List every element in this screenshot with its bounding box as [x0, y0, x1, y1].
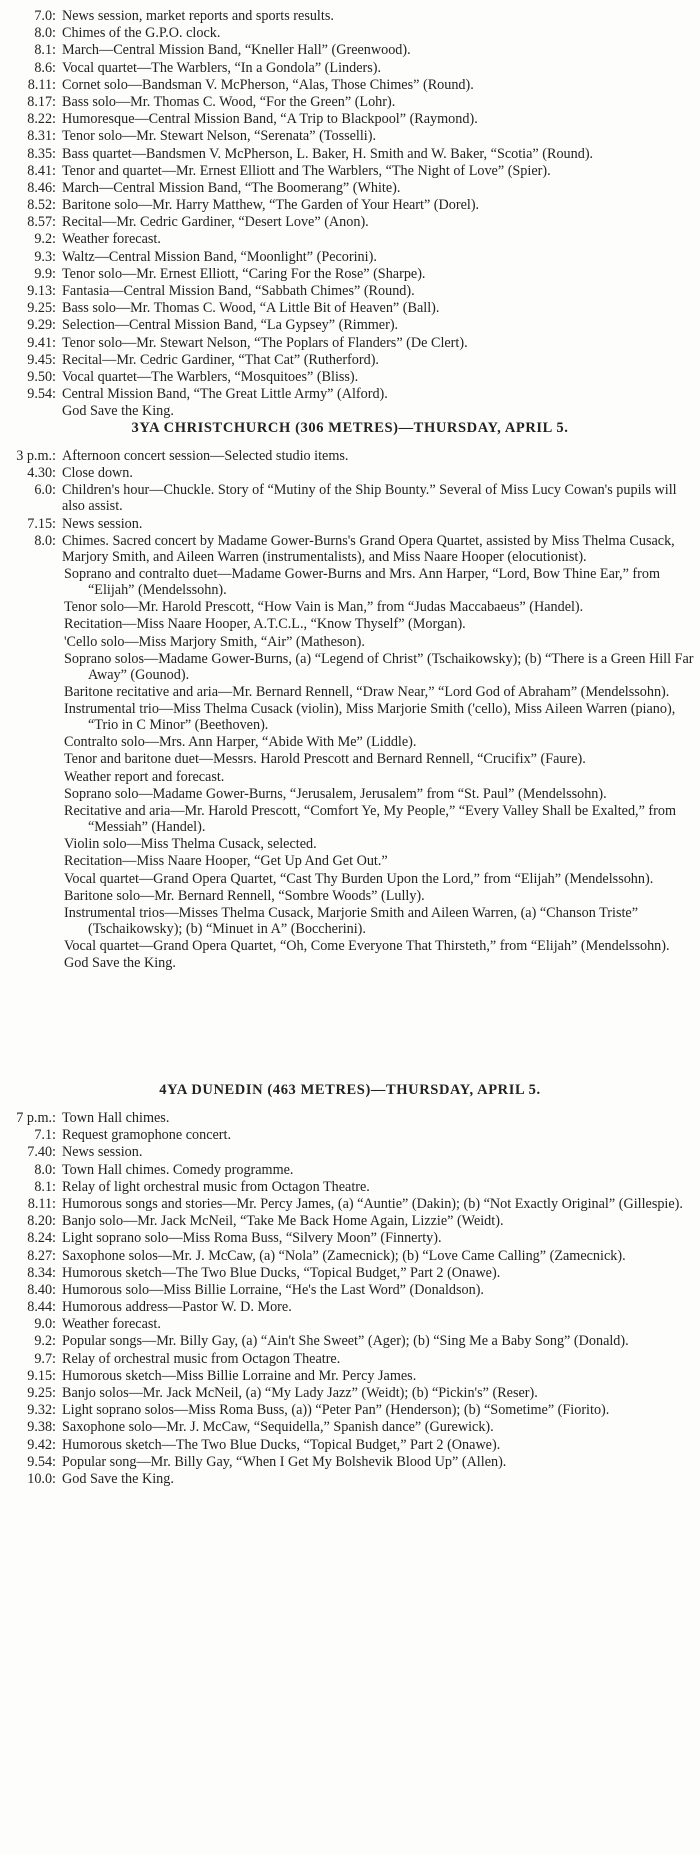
entry-text: Humorous sketch—The Two Blue Ducks, “Topical Budget,” Part 2 (Onawe). — [62, 1436, 501, 1453]
section-heading-dunedin: 4YA DUNEDIN (463 METRES)—THURSDAY, APRIL 5. — [159, 1082, 541, 1098]
programme-entry — [4, 1162, 694, 1178]
entry-text: Tenor solo—Mr. Stewart Nelson, “Serenata” (Tosselli). — [62, 128, 376, 145]
entry-time: 9.13: — [27, 283, 56, 299]
programme-entry — [4, 1454, 694, 1470]
entry-time: 8.1: — [34, 1178, 56, 1195]
entry-time: 9.25: — [27, 300, 56, 317]
entry-text: News session. — [62, 1144, 143, 1161]
entry-text: Fantasia—Central Mission Band, “Sabbath Chimes” (Round). — [62, 283, 415, 299]
programme-entry — [4, 533, 694, 565]
entry-text: Chimes. Sacred concert by Madame Gower-Burns's Grand Opera Quartet, assisted by Miss Thelma Cusack, Marjory Smith, and Aileen Warren (instrumentalists), and Miss Naare Hooper (elocutionist). — [62, 532, 675, 565]
entry-text: March—Central Mission Band, “Kneller Hall” (Greenwood). — [62, 42, 411, 59]
entry-time: 8.46: — [27, 179, 56, 196]
entry-text: Baritone solo—Mr. Harry Matthew, “The Garden of Your Heart” (Dorel). — [62, 197, 480, 214]
programme-item: 'Cello solo—Miss Marjory Smith, “Air” (Matheson). — [64, 633, 365, 650]
entry-text: Tenor solo—Mr. Ernest Elliott, “Caring For the Rose” (Sharpe). — [62, 265, 426, 282]
programme-item: Instrumental trio—Miss Thelma Cusack (violin), Miss Marjorie Smith ('cello), Miss Aileen Warren (piano), “Trio in C Minor” (Beethoven). — [64, 701, 676, 734]
entry-time: 10.0: — [27, 1470, 56, 1487]
programme-entry — [4, 214, 694, 230]
entry-time: 8.44: — [27, 1299, 56, 1316]
entry-text: Relay of light orchestral music from Octagon Theatre. — [62, 1178, 370, 1195]
programme-entry — [4, 1196, 694, 1212]
programme-entry — [4, 163, 694, 179]
entry-time: 4.30: — [27, 465, 56, 482]
programme-entry — [4, 1299, 694, 1315]
programme-entry — [4, 1471, 694, 1487]
entry-time: 8.0: — [34, 1161, 56, 1178]
programme-entry — [4, 1316, 694, 1332]
entry-text: Humorous songs and stories—Mr. Percy James, (a) “Auntie” (Dakin); (b) “Not Exactly Original” (Gillespie). — [62, 1195, 683, 1212]
entry-time: 9.32: — [27, 1402, 56, 1419]
entry-time: 8.27: — [27, 1247, 56, 1264]
programme-entry — [4, 1333, 694, 1349]
programme-item: Vocal quartet—Grand Opera Quartet, “Cast Thy Burden Upon the Lord,” from “Elijah” (Mendelssohn). — [64, 870, 654, 887]
entry-text: Humoresque—Central Mission Band, “A Trip to Blackpool” (Raymond). — [62, 111, 478, 128]
programme-entry — [4, 1265, 694, 1281]
entry-text: Town Hall chimes. — [62, 1110, 170, 1126]
programme-item: Contralto solo—Mrs. Ann Harper, “Abide With Me” (Liddle). — [64, 734, 417, 751]
programme-entry — [4, 94, 694, 110]
programme-entry — [4, 1144, 694, 1160]
entry-time: 9.38: — [27, 1419, 56, 1436]
entry-time: 9.15: — [27, 1367, 56, 1384]
entry-text: Weather forecast. — [62, 231, 161, 248]
programme-entry — [4, 516, 694, 532]
programme-entry — [4, 1402, 694, 1418]
entry-time: 8.22: — [27, 111, 56, 128]
programme-entry — [4, 146, 694, 162]
programme-entry — [4, 1127, 694, 1143]
entry-time: 8.57: — [27, 214, 56, 231]
programme-entry — [4, 1437, 694, 1453]
entry-text: God Save the King. — [62, 403, 174, 420]
programme-entry — [4, 111, 694, 127]
entry-time: 7.15: — [27, 515, 56, 532]
entry-text: Bass quartet—Bandsmen V. McPherson, L. Baker, H. Smith and W. Baker, “Scotia” (Round). — [62, 145, 594, 162]
entry-text: News session. — [62, 515, 143, 532]
entry-time: 7.0: — [34, 8, 56, 24]
programme-entry — [4, 300, 694, 316]
programme-entry — [4, 77, 694, 93]
entry-text: Light soprano solos—Miss Roma Buss, (a)) “Peter Pan” (Henderson); (b) “Sometime” (Fiorito). — [62, 1402, 610, 1419]
programme-entry — [4, 1110, 694, 1126]
entry-time: 8.11: — [27, 1195, 56, 1212]
entry-text: Cornet solo—Bandsman V. McPherson, “Alas, Those Chimes” (Round). — [62, 76, 474, 93]
entry-time: 8.24: — [27, 1230, 56, 1247]
programme-item: God Save the King. — [64, 955, 176, 972]
entry-text: Bass solo—Mr. Thomas C. Wood, “A Little Bit of Heaven” (Ball). — [62, 300, 440, 317]
entry-text: Recital—Mr. Cedric Gardiner, “That Cat” (Rutherford). — [62, 351, 379, 368]
section-christchurch — [4, 448, 694, 973]
programme-item: Baritone solo—Mr. Bernard Rennell, “Sombre Woods” (Lully). — [64, 887, 425, 904]
entry-time: 9.29: — [27, 317, 56, 334]
entry-text: March—Central Mission Band, “The Boomerang” (White). — [62, 179, 401, 196]
programme-entry — [4, 369, 694, 385]
section-wellington-continued — [4, 8, 694, 421]
entry-time: 8.31: — [27, 128, 56, 145]
entry-text: Banjo solos—Mr. Jack McNeil, (a) “My Lady Jazz” (Weidt); (b) “Pickin's” (Reser). — [62, 1385, 538, 1401]
entry-text: Popular songs—Mr. Billy Gay, (a) “Ain't She Sweet” (Ager); (b) “Sing Me a Baby Song” (Donald). — [62, 1333, 629, 1350]
entry-time: 7.40: — [27, 1144, 56, 1161]
entry-text: Close down. — [62, 465, 133, 482]
entry-time: 9.7: — [34, 1350, 56, 1367]
programme-entry — [4, 1248, 694, 1264]
programme-entry — [4, 335, 694, 351]
programme-item: Instrumental trios—Misses Thelma Cusack, Marjorie Smith and Aileen Warren, (a) “Chanson Triste” (Tschaikowsky); (b) “Minuet in A” (Boccherini). — [64, 904, 639, 937]
entry-time: 8.52: — [27, 197, 56, 214]
programme-entry — [4, 352, 694, 368]
programme-item: Vocal quartet—Grand Opera Quartet, “Oh, Come Everyone That Thirsteth,” from “Elijah” (Mendelssohn). — [64, 938, 670, 955]
programme-entry — [4, 249, 694, 265]
entry-text: Chimes of the G.P.O. clock. — [62, 25, 221, 42]
entry-text: Humorous sketch—The Two Blue Ducks, “Topical Budget,” Part 2 (Onawe). — [62, 1264, 501, 1281]
entry-text: Relay of orchestral music from Octagon Theatre. — [62, 1350, 341, 1367]
entry-text: Humorous address—Pastor W. D. More. — [62, 1299, 292, 1316]
entry-time: 8.35: — [27, 145, 56, 162]
programme-entry — [4, 1368, 694, 1384]
entry-time: 3 p.m.: — [16, 448, 56, 464]
entry-text: Vocal quartet—The Warblers, “In a Gondola” (Linders). — [62, 59, 382, 76]
entry-text: Bass solo—Mr. Thomas C. Wood, “For the Green” (Lohr). — [62, 93, 396, 110]
entry-time: 8.0: — [34, 25, 56, 42]
programme-item: Baritone recitative and aria—Mr. Bernard Rennell, “Draw Near,” “Lord God of Abraham” (Mendelssohn). — [64, 683, 670, 700]
programme-item: Recitation—Miss Naare Hooper, “Get Up And Get Out.” — [64, 853, 388, 870]
programme-entry — [4, 1282, 694, 1298]
programme-entry — [4, 1351, 694, 1367]
entry-time: 9.25: — [27, 1385, 56, 1401]
programme-item: Violin solo—Miss Thelma Cusack, selected. — [64, 836, 317, 853]
entry-time: 9.45: — [27, 351, 56, 368]
programme-entry — [4, 1213, 694, 1229]
programme-entry — [4, 266, 694, 282]
entry-text: Weather forecast. — [62, 1316, 161, 1333]
section-heading-christchurch: 3YA CHRISTCHURCH (306 METRES)—THURSDAY, APRIL 5. — [131, 420, 569, 436]
entry-time: 8.0: — [34, 532, 56, 549]
programme-entry — [4, 403, 694, 419]
programme-entry — [4, 386, 694, 402]
entry-text: Request gramophone concert. — [62, 1127, 232, 1144]
programme-entry — [4, 1419, 694, 1435]
entry-time: 9.2: — [34, 231, 56, 248]
programme-entry — [4, 465, 694, 481]
entry-time: 8.1: — [34, 42, 56, 59]
entry-time: 9.41: — [27, 334, 56, 351]
programme-entry — [4, 482, 694, 514]
programme-entry — [4, 128, 694, 144]
entry-text: God Save the King. — [62, 1470, 174, 1487]
entry-text: Tenor solo—Mr. Stewart Nelson, “The Poplars of Flanders” (De Clert). — [62, 334, 468, 351]
entry-time: 8.41: — [27, 162, 56, 179]
entry-text: Central Mission Band, “The Great Little Army” (Alford). — [62, 386, 388, 403]
entry-text: Saxophone solos—Mr. J. McCaw, (a) “Nola” (Zamecnick); (b) “Love Came Calling” (Zamecnick). — [62, 1247, 626, 1264]
entry-time: 8.34: — [27, 1264, 56, 1281]
entry-time: 8.40: — [27, 1281, 56, 1298]
entry-time: 9.0: — [34, 1316, 56, 1333]
programme-item: Tenor solo—Mr. Harold Prescott, “How Vain is Man,” from “Judas Maccabaeus” (Handel). — [64, 599, 584, 616]
entry-time: 7 p.m.: — [16, 1110, 56, 1126]
entry-time: 9.2: — [34, 1333, 56, 1350]
entry-text: Saxophone solo—Mr. J. McCaw, “Sequidella,” Spanish dance” (Gurewick). — [62, 1419, 494, 1436]
section-dunedin — [4, 1110, 694, 1488]
entry-text: News session, market reports and sports results. — [62, 8, 334, 24]
programme-entry — [4, 42, 694, 58]
programme-entry — [4, 197, 694, 213]
programme-entry — [4, 60, 694, 76]
programme-item: Soprano solos—Madame Gower-Burns, (a) “Legend of Christ” (Tschaikowsky); (b) “There is a Green Hill Far Away” (Gounod). — [64, 650, 694, 683]
programme-item: Tenor and baritone duet—Messrs. Harold Prescott and Bernard Rennell, “Crucifix” (Faure). — [64, 751, 586, 768]
programme-entry — [4, 180, 694, 196]
programme-entry — [4, 1179, 694, 1195]
entry-text: Town Hall chimes. Comedy programme. — [62, 1161, 294, 1178]
programme-entry — [4, 283, 694, 299]
entry-text: Tenor and quartet—Mr. Ernest Elliott and The Warblers, “The Night of Love” (Spier). — [62, 162, 551, 179]
programme-item: Weather report and forecast. — [64, 768, 225, 785]
entry-time: 7.1: — [34, 1127, 56, 1144]
programme-entry — [4, 231, 694, 247]
programme-item: Soprano solo—Madame Gower-Burns, “Jerusalem, Jerusalem” from “St. Paul” (Mendelssohn). — [64, 785, 607, 802]
entry-time: 9.50: — [27, 368, 56, 385]
entry-text: Waltz—Central Mission Band, “Moonlight” (Pecorini). — [62, 248, 377, 265]
entry-text: Humorous solo—Miss Billie Lorraine, “He's the Last Word” (Donaldson). — [62, 1281, 484, 1298]
programme-entry — [4, 448, 694, 464]
programme-item: Recitation—Miss Naare Hooper, A.T.C.L., “Know Thyself” (Morgan). — [64, 616, 466, 633]
programme-entry — [4, 317, 694, 333]
entry-time: 9.42: — [27, 1436, 56, 1453]
entry-time: 8.20: — [27, 1213, 56, 1230]
entry-time: 8.11: — [27, 76, 56, 93]
entry-text: Light soprano solo—Miss Roma Buss, “Silvery Moon” (Finnerty). — [62, 1230, 442, 1247]
entry-time: 9.9: — [34, 265, 56, 282]
entry-text: Children's hour—Chuckle. Story of “Mutiny of the Ship Bounty.” Several of Miss Lucy Cowan's pupils will also assist. — [62, 482, 677, 515]
entry-time: 6.0: — [34, 482, 56, 499]
entry-time: 8.6: — [34, 59, 56, 76]
entry-time: 9.54: — [27, 386, 56, 403]
entry-text: Afternoon concert session—Selected studio items. — [62, 448, 349, 464]
entry-text: Banjo solo—Mr. Jack McNeil, “Take Me Back Home Again, Lizzie” (Weidt). — [62, 1213, 504, 1230]
entry-text: Vocal quartet—The Warblers, “Mosquitoes” (Bliss). — [62, 368, 359, 385]
programme-item: Soprano and contralto duet—Madame Gower-Burns and Mrs. Ann Harper, “Lord, Bow Thine Ear,” from “Elijah” (Mendelssohn). — [64, 565, 661, 598]
programme-entry — [4, 8, 694, 24]
programme-entry — [4, 1385, 694, 1401]
entry-text: Recital—Mr. Cedric Gardiner, “Desert Love” (Anon). — [62, 214, 369, 231]
entry-time: 9.54: — [27, 1453, 56, 1470]
entry-text: Selection—Central Mission Band, “La Gypsey” (Rimmer). — [62, 317, 399, 334]
entry-time: 9.3: — [34, 248, 56, 265]
programme-item: Recitative and aria—Mr. Harold Prescott, “Comfort Ye, My People,” “Every Valley Shall be Exalted,” from “Messiah” (Handel). — [64, 803, 677, 835]
programme-entry — [4, 25, 694, 41]
entry-text: Popular song—Mr. Billy Gay, “When I Get My Bolshevik Blood Up” (Allen). — [62, 1453, 507, 1470]
entry-text: Humorous sketch—Miss Billie Lorraine and Mr. Percy James. — [62, 1367, 417, 1384]
entry-time: 8.17: — [27, 93, 56, 110]
programme-entry — [4, 1230, 694, 1246]
